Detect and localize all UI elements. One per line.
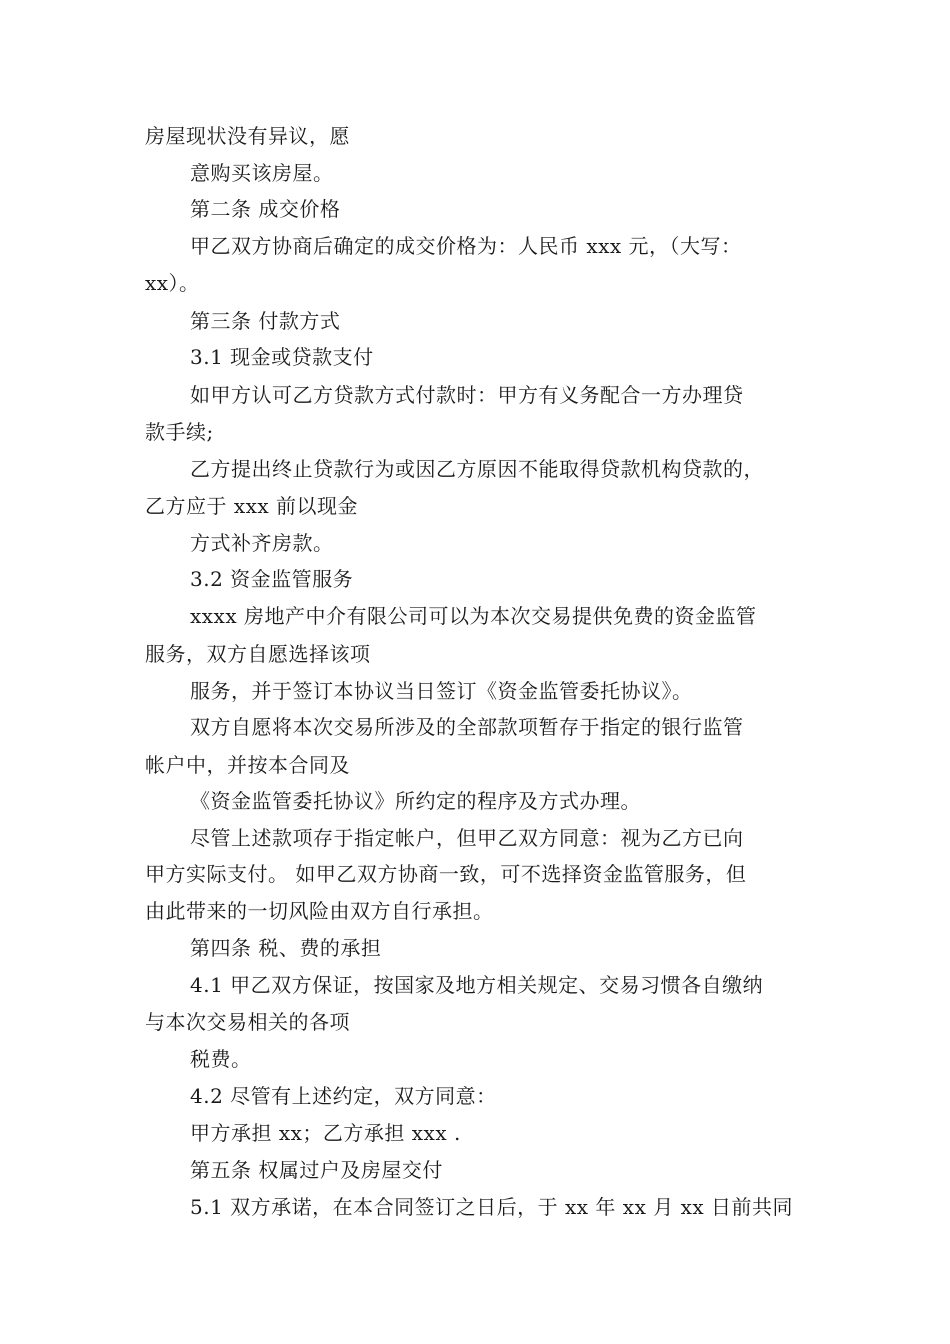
text-line: 方式补齐房款。 <box>190 531 334 555</box>
text-line: xx）。 <box>145 271 200 295</box>
section-heading: 第三条 付款方式 <box>190 309 341 333</box>
subsection-heading: 3.1 现金或贷款支付 <box>190 345 374 369</box>
text-line: 服务，双方自愿选择该项 <box>145 642 371 666</box>
section-heading: 第五条 权属过户及房屋交付 <box>190 1158 443 1182</box>
text-line: 税费。 <box>190 1047 252 1071</box>
text-line: 服务，并于签订本协议当日签订《资金监管委托协议》。 <box>190 679 693 703</box>
text-line: 意购买该房屋。 <box>190 161 334 185</box>
text-line: 《资金监管委托协议》所约定的程序及方式办理。 <box>190 789 641 813</box>
text-line: 帐户中，并按本合同及 <box>145 753 350 777</box>
text-line: xxxx 房地产中介有限公司可以为本次交易提供免费的资金监管 <box>190 604 757 628</box>
text-line: 乙方提出终止贷款行为或因乙方原因不能取得贷款机构贷款的， <box>190 457 764 481</box>
text-line: 4.1 甲乙双方保证，按国家及地方相关规定、交易习惯各自缴纳 <box>190 973 764 997</box>
text-line: 双方自愿将本次交易所涉及的全部款项暂存于指定的银行监管 <box>190 715 744 739</box>
text-line: 乙方应于 xxx 前以现金 <box>145 494 359 518</box>
text-line: 房屋现状没有异议，愿 <box>145 124 350 148</box>
text-line: 4.2 尽管有上述约定，双方同意： <box>190 1084 497 1108</box>
text-line: 如甲方认可乙方贷款方式付款时：甲方有义务配合一方办理贷 <box>190 383 744 407</box>
section-heading: 第四条 税、费的承担 <box>190 936 382 960</box>
section-heading: 第二条 成交价格 <box>190 197 341 221</box>
text-line: 甲方实际支付。 如甲乙双方协商一致，可不选择资金监管服务，但 <box>145 862 747 886</box>
text-line: 甲方承担 xx；乙方承担 xxx . <box>190 1121 461 1145</box>
subsection-heading: 3.2 资金监管服务 <box>190 567 354 591</box>
text-line: 与本次交易相关的各项 <box>145 1010 350 1034</box>
text-line: 尽管上述款项存于指定帐户，但甲乙双方同意：视为乙方已向 <box>190 826 744 850</box>
text-line: 甲乙双方协商后确定的成交价格为：人民币 xxx 元，（大写： <box>190 234 742 258</box>
text-line: 5.1 双方承诺，在本合同签订之日后，于 xx 年 xx 月 xx 日前共同 <box>190 1195 793 1219</box>
text-line: 由此带来的一切风险由双方自行承担。 <box>145 899 494 923</box>
text-line: 款手续; <box>145 420 214 444</box>
